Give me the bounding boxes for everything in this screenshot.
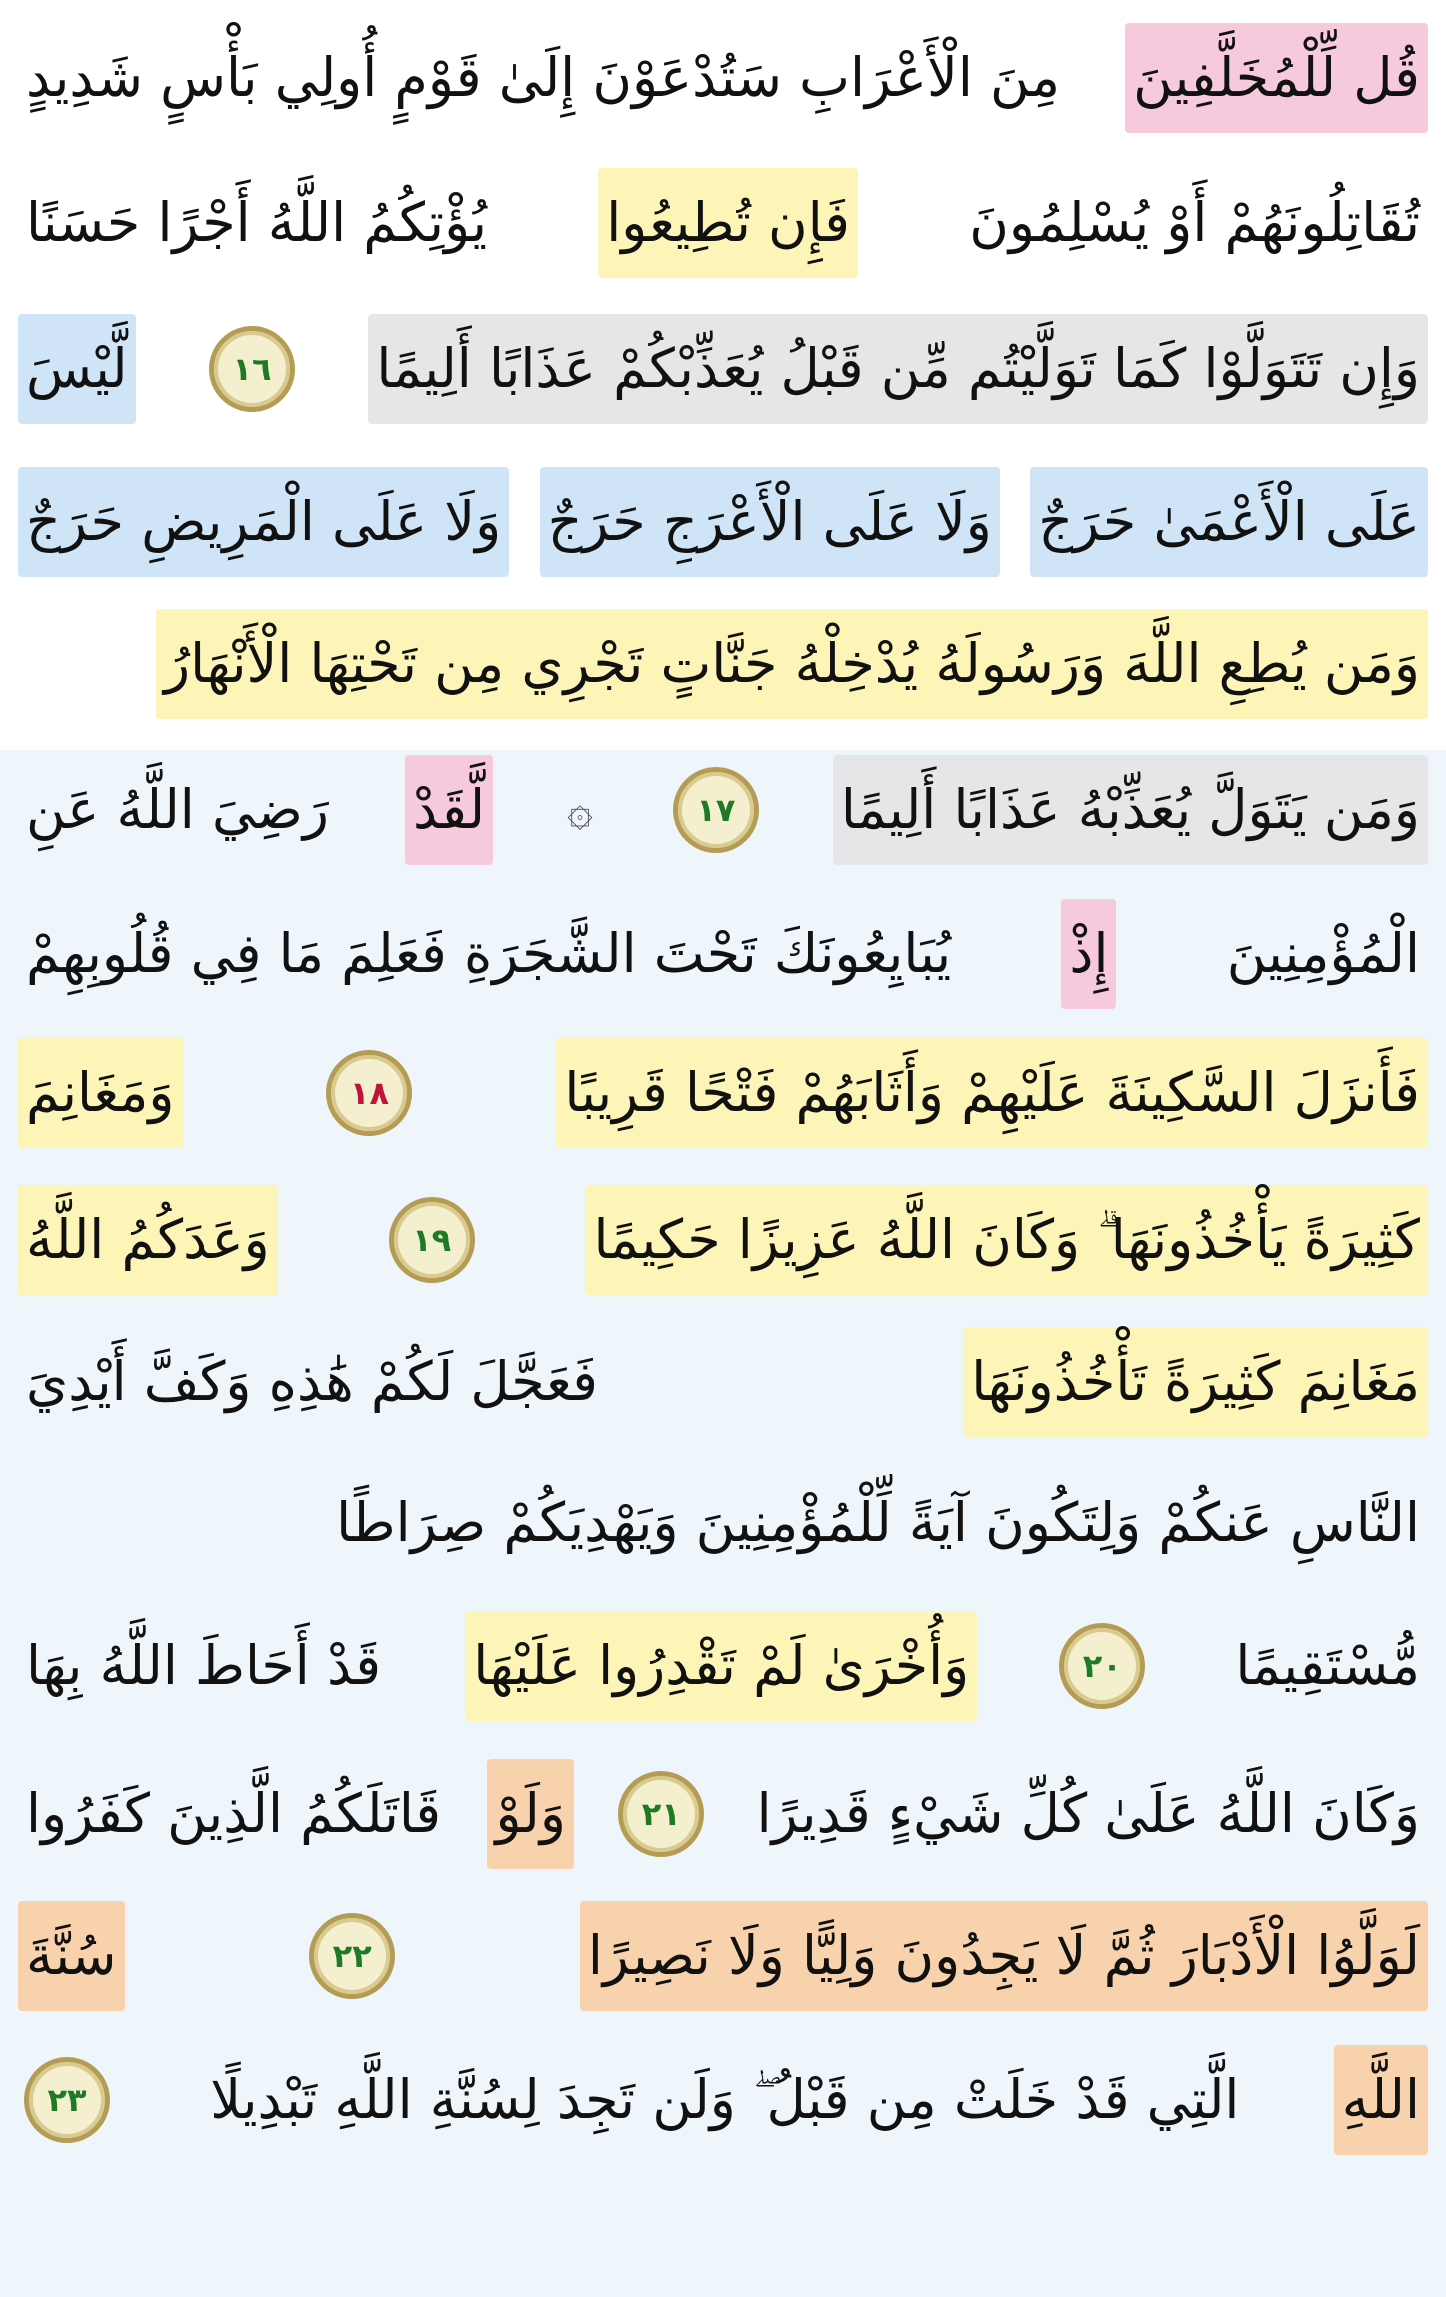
highlighted-phrase: عَلَى الْأَعْمَىٰ حَرَجٌ — [1030, 467, 1428, 577]
highlighted-phrase: وَلَا عَلَى الْأَعْرَجِ حَرَجٌ — [540, 467, 1000, 577]
verse-line — [18, 1754, 1428, 1874]
verse-text: مُّسْتَقِيمًا — [1235, 1634, 1420, 1697]
highlighted-phrase: وَلَوْ — [487, 1759, 573, 1869]
highlighted-phrase: وَلَا عَلَى الْمَرِيضِ حَرَجٌ — [18, 467, 509, 577]
ayah-number: ١٧ — [696, 791, 736, 829]
verse-text: وَكَانَ اللَّهُ عَلَىٰ كُلِّ شَيْءٍ قَدِيرًا — [756, 1782, 1420, 1845]
ayah-number-marker — [618, 1771, 704, 1857]
highlighted-phrase: وَمَن يُطِعِ اللَّهَ وَرَسُولَهُ يُدْخِلْهُ جَنَّاتٍ تَجْرِي مِن تَحْتِهَا الْأَنْهَارُ — [156, 609, 1428, 719]
verse-text: يُبَايِعُونَكَ تَحْتَ الشَّجَرَةِ فَعَلِمَ مَا فِي قُلُوبِهِمْ — [26, 922, 952, 985]
verse-line — [18, 2040, 1428, 2160]
verse-line — [18, 1896, 1428, 2016]
highlighted-phrase: قُل لِّلْمُخَلَّفِينَ — [1125, 23, 1428, 133]
ayah-number: ١٦ — [232, 350, 272, 388]
ayah-number-marker — [209, 326, 295, 412]
ayah-number: ٢٢ — [332, 1937, 372, 1975]
highlighted-phrase: لَّيْسَ — [18, 314, 136, 424]
verse-text: قَدْ أَحَاطَ اللَّهُ بِهَا — [26, 1634, 382, 1697]
verse-line — [18, 462, 1428, 582]
verse-line — [18, 1463, 1428, 1583]
verse-text: النَّاسِ عَنكُمْ وَلِتَكُونَ آيَةً لِّلْمُؤْمِنِينَ وَيَهْدِيَكُمْ صِرَاطًا — [336, 1491, 1420, 1554]
verse-text: يُؤْتِكُمُ اللَّهُ أَجْرًا حَسَنًا — [26, 191, 487, 254]
highlighted-phrase: فَإِن تُطِيعُوا — [598, 168, 858, 278]
highlighted-phrase: وَأُخْرَىٰ لَمْ تَقْدِرُوا عَلَيْهَا — [465, 1611, 977, 1721]
verse-line — [18, 1180, 1428, 1300]
hizb-marker-icon: ۞ — [567, 784, 593, 836]
highlighted-phrase: فَأَنزَلَ السَّكِينَةَ عَلَيْهِمْ وَأَثَابَهُمْ فَتْحًا قَرِيبًا — [556, 1038, 1428, 1148]
verse-text: الْمُؤْمِنِينَ — [1226, 922, 1420, 985]
verse-line — [18, 894, 1428, 1014]
verse-line — [18, 750, 1428, 870]
ayah-number: ٢٣ — [47, 2081, 87, 2119]
highlighted-phrase: لَوَلَّوُا الْأَدْبَارَ ثُمَّ لَا يَجِدُونَ وَلِيًّا وَلَا نَصِيرًا — [580, 1901, 1428, 2011]
highlighted-phrase: سُنَّةَ — [18, 1901, 125, 2011]
verse-line — [18, 18, 1428, 138]
highlighted-phrase: كَثِيرَةً يَأْخُذُونَهَا ۗ وَكَانَ اللَّهُ عَزِيزًا حَكِيمًا — [585, 1185, 1428, 1295]
highlighted-phrase: وَعَدَكُمُ اللَّهُ — [18, 1185, 278, 1295]
verse-line — [18, 163, 1428, 283]
ayah-number-marker — [1059, 1623, 1145, 1709]
verse-line — [18, 1606, 1428, 1726]
verse-text: الَّتِي قَدْ خَلَتْ مِن قَبْلُ ۖ وَلَن تَجِدَ لِسُنَّةِ اللَّهِ تَبْدِيلًا — [210, 2068, 1240, 2131]
highlighted-phrase: لَّقَدْ — [405, 755, 493, 865]
ayah-number-marker — [326, 1050, 412, 1136]
ayah-number-marker — [673, 767, 759, 853]
verse-text: رَضِيَ اللَّهُ عَنِ — [26, 778, 329, 841]
ayah-number-marker — [389, 1197, 475, 1283]
ayah-number: ١٨ — [349, 1074, 389, 1112]
verse-text: مِنَ الْأَعْرَابِ سَتُدْعَوْنَ إِلَىٰ قَوْمٍ أُولِي بَأْسٍ شَدِيدٍ — [26, 46, 1061, 109]
highlighted-phrase: وَإِن تَتَوَلَّوْا كَمَا تَوَلَّيْتُم مِّن قَبْلُ يُعَذِّبْكُمْ عَذَابًا أَلِيمًا — [368, 314, 1428, 424]
verse-line — [18, 604, 1428, 724]
highlighted-phrase: إِذْ — [1061, 899, 1116, 1009]
ayah-number: ٢١ — [641, 1795, 681, 1833]
ayah-number: ١٩ — [412, 1221, 452, 1259]
ayah-number-marker — [309, 1913, 395, 1999]
highlighted-phrase: وَمَغَانِمَ — [18, 1038, 182, 1148]
verse-line — [18, 1322, 1428, 1442]
highlighted-phrase: اللَّهِ — [1334, 2045, 1428, 2155]
highlighted-phrase: وَمَن يَتَوَلَّ يُعَذِّبْهُ عَذَابًا أَلِيمًا — [833, 755, 1428, 865]
verse-line — [18, 309, 1428, 429]
verse-line — [18, 1033, 1428, 1153]
verse-text: قَاتَلَكُمُ الَّذِينَ كَفَرُوا — [26, 1782, 442, 1845]
verse-text: فَعَجَّلَ لَكُمْ هَٰذِهِ وَكَفَّ أَيْدِيَ — [26, 1350, 598, 1413]
ayah-number: ٢٠ — [1082, 1647, 1122, 1685]
ayah-number-marker — [24, 2057, 110, 2143]
verse-text: تُقَاتِلُونَهُمْ أَوْ يُسْلِمُونَ — [969, 191, 1420, 254]
highlighted-phrase: مَغَانِمَ كَثِيرَةً تَأْخُذُونَهَا — [963, 1327, 1428, 1437]
